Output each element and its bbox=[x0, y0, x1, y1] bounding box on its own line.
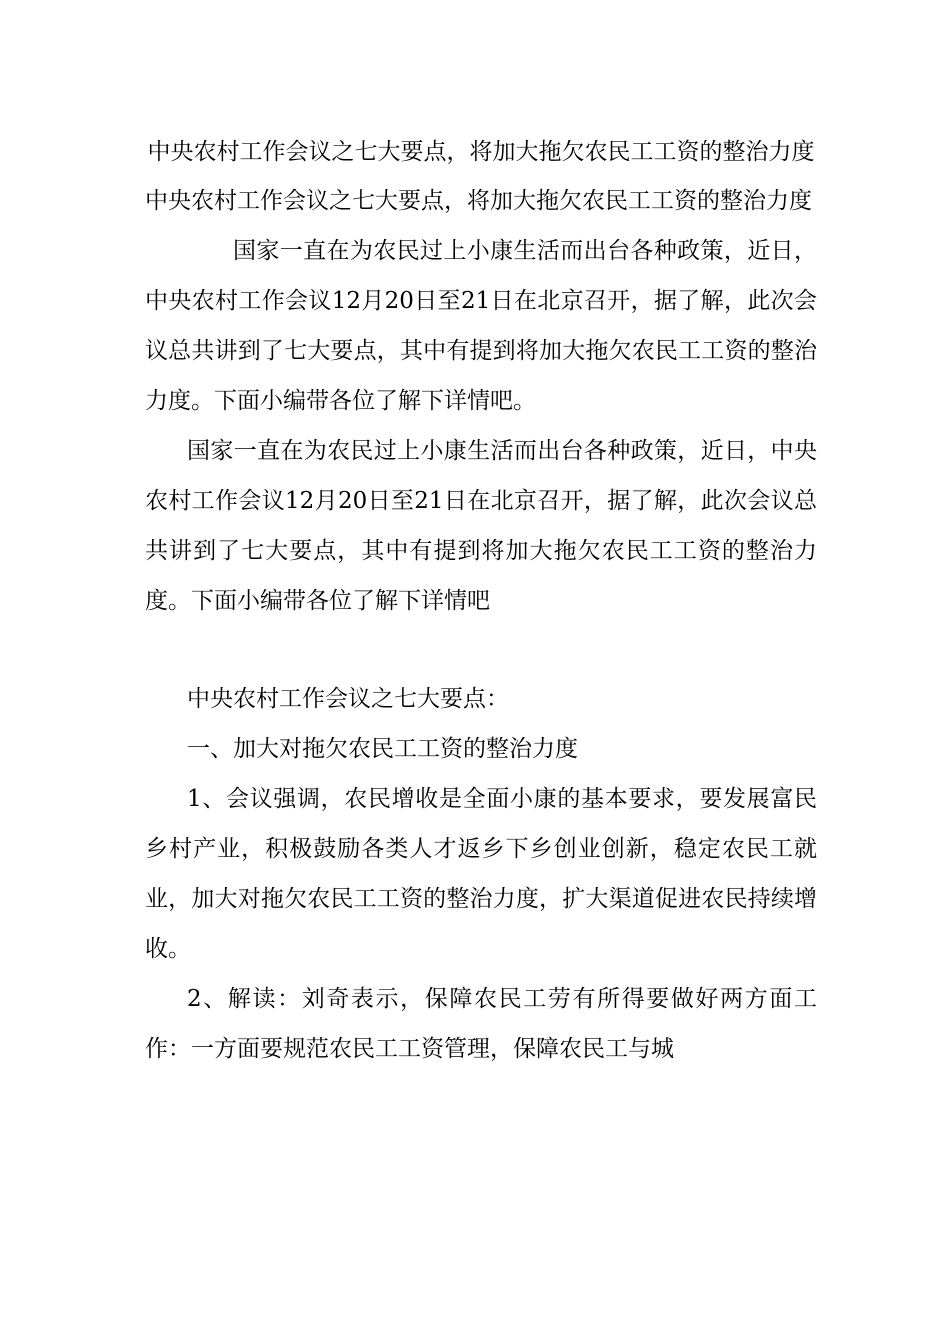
intro-paragraph-2: 国家一直在为农民过上小康生活而出台各种政策，近日，中央农村工作会议12月20日至21日在北京召开，据了解，此次会议总共讲到了七大要点，其中有提到将加大拖欠农民工工资的整治力度。下面小编带各位了解下详情吧 bbox=[145, 438, 817, 614]
document-title: 中央农村工作会议之七大要点，将加大拖欠农民工工资的整治力度 bbox=[147, 139, 815, 165]
document-page bbox=[145, 128, 817, 1074]
document-subtitle: 中央农村工作会议之七大要点，将加大拖欠农民工工资的整治力度 bbox=[145, 188, 812, 214]
intro-paragraph-1: 国家一直在为农民过上小康生活而出台各种政策，近日，中央农村工作会议12月20日至21日在北京召开，据了解，此次会议总共讲到了七大要点，其中有提到将加大拖欠农民工工资的整治力度。下面小编带各位了解下详情吧。 bbox=[145, 238, 817, 414]
point-1-item-1: 1、会议强调，农民增收是全面小康的基本要求，要发展富民乡村产业，积极鼓励各类人才返乡下乡创业创新，稳定农民工就业，加大对拖欠农民工工资的整治力度，扩大渠道促进农民持续增收。 bbox=[145, 786, 817, 962]
point-1-heading: 一、加大对拖欠农民工工资的整治力度 bbox=[187, 736, 578, 762]
point-1-item-2: 2、解读：刘奇表示，保障农民工劳有所得要做好两方面工作：一方面要规范农民工工资管理，保障农民工与城 bbox=[145, 986, 817, 1062]
paragraph-gap bbox=[145, 626, 817, 674]
section-heading: 中央农村工作会议之七大要点： bbox=[187, 686, 509, 712]
